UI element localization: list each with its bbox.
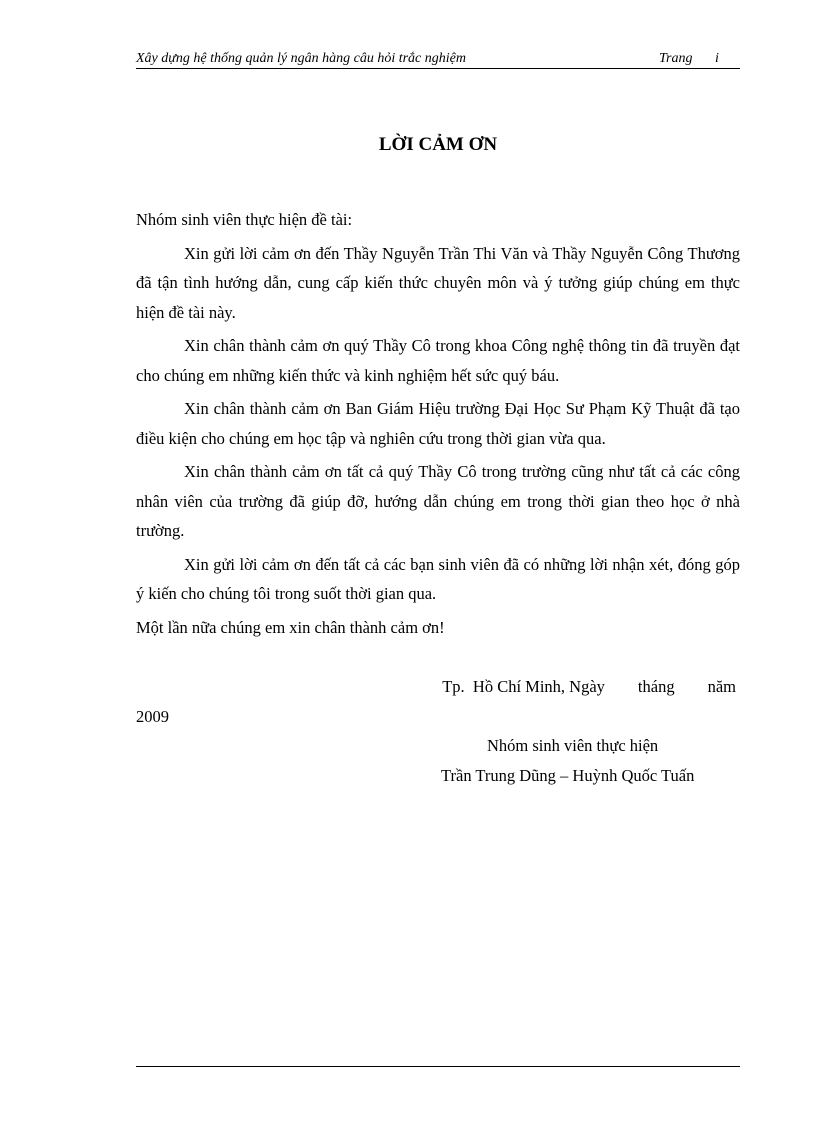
date-text: Tp. Hồ Chí Minh, Ngày tháng năm <box>442 677 736 696</box>
signature-names: Trần Trung Dũng – Huỳnh Quốc Tuấn <box>441 766 695 785</box>
header-title: Xây dựng hệ thống quản lý ngân hàng câu hỏi trắc nghiệm <box>136 51 466 66</box>
header-page-number: i <box>715 51 719 66</box>
acknowledgement-body <box>136 205 740 642</box>
header-page-label: Trang <box>659 51 693 66</box>
paragraph-2: Xin chân thành cảm ơn quý Thầy Cô trong khoa Công nghệ thông tin đã truyền đạt cho chúng em những kiến thức và kinh nghiệm hết sức quý báu. <box>136 336 740 385</box>
intro-line: Nhóm sinh viên thực hiện đề tài: <box>136 210 353 229</box>
closing-line: Một lần nữa chúng em xin chân thành cảm ơn! <box>136 617 445 637</box>
date-year: 2009 <box>136 707 169 726</box>
footer-divider <box>136 1066 740 1067</box>
page-title: LỜI CẢM ƠN <box>378 134 498 155</box>
paragraph-3: Xin chân thành cảm ơn Ban Giám Hiệu trường Đại Học Sư Phạm Kỹ Thuật đã tạo điều kiện cho chúng em học tập và nghiên cứu trong thời gian vừa qua. <box>136 399 740 448</box>
paragraph-5: Xin gửi lời cảm ơn đến tất cả các bạn sinh viên đã có những lời nhận xét, đóng góp ý kiến cho chúng tôi trong suốt thời gian qua. <box>136 554 740 603</box>
paragraph-1: Xin gửi lời cảm ơn đến Thầy Nguyễn Trần Thi Văn và Thầy Nguyễn Công Thương đã tận tình hướng dẫn, cung cấp kiến thức chuyên môn và ý tưởng giúp chúng em thực hiện đề tài này. <box>136 243 740 322</box>
paragraph-4: Xin chân thành cảm ơn tất cả quý Thầy Cô trong trường cũng như tất cả các công nhân viên của trường đã giúp đỡ, hướng dẫn chúng em trong thời gian theo học ở nhà trường. <box>136 462 740 540</box>
signature-group: Nhóm sinh viên thực hiện <box>487 736 659 755</box>
page-header <box>136 50 740 69</box>
